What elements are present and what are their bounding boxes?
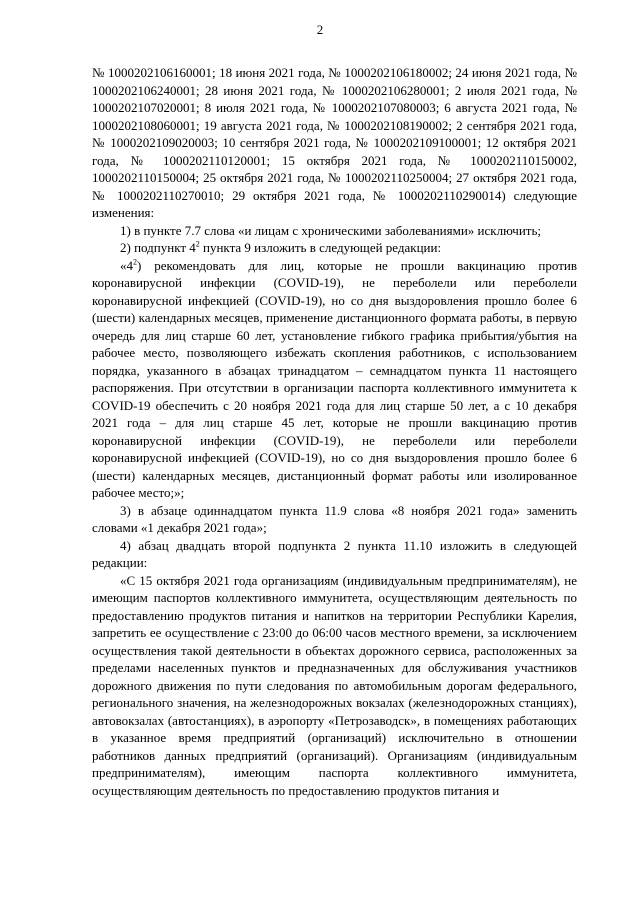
page-number: 2 bbox=[316, 22, 324, 37]
paragraph-item-4: 4) абзац двадцать второй подпункта 2 пункта 11.10 изложить в следующей редакции: bbox=[92, 537, 577, 570]
superscript: 2 bbox=[195, 239, 200, 249]
paragraph-decree-list: № 1000202106160001; 18 июня 2021 года, № 1000202106180002; 24 июня 2021 года, № 1000202106240001; 28 июня 2021 года, № 1000202106280001; 2 июля 2021 года, № 1000202107020001; 8 июля 2021 года, № 1000202107080003; 6 августа 2021 года, № 1000202108060001; 19 августа 2021 года, № 1000202108190002; 2 сентября 2021 года, № 1000202109020003; 10 сентября 2021 года, № 1000202109100001; 12 октября 2021 года, № 1000202110120001; 15 октября 2021 года, № 1000202110150002, 1000202110150004; 25 октября 2021 года, № 1000202110250004; 27 октября 2021 года, № 1000202110270010; 29 октября 2021 года, № 1000202110290014) следующие изменения: bbox=[92, 65, 577, 220]
document-body bbox=[92, 64, 577, 799]
paragraph-subitem-text: ) рекомендовать для лиц, которые не прошли вакцинацию против коронавирусной инфекции (COVID-19), не переболели или переболели коронавирусной инфекцией (COVID-19), но со дня выздоровления прошло более 6 (шести) календарных месяцев, применение дистанционного формата работы, в первую очередь для лиц старше 60 лет, установление гибкого графика прибытия/убытия на рабочее место, позволяющего избежать скопления работников, с использованием порядка, указанного в абзацах тринадцатом – семнадцатом пункта 11 настоящего распоряжения. При отсутствии в организации паспорта коллективного иммунитета к COVID-19 обеспечить с 20 ноября 2021 года для лиц старше 50 лет, а с 10 декабря 2021 года – для лиц старше 45 лет, которые не прошли вакцинацию против коронавирусной инфекции (COVID-19), не переболели или переболели коронавирусной инфекцией (COVID-19), но со дня выздоровления прошло более 6 (шести) календарных месяцев, дистанционный формат работы или изолированное рабочее место;»; bbox=[92, 257, 577, 500]
superscript: 2 bbox=[133, 257, 137, 267]
paragraph-item-2-end: пункта 9 изложить в следующей редакции: bbox=[199, 240, 442, 255]
paragraph-item-2 bbox=[92, 239, 577, 257]
paragraph-new-wording: «С 15 октября 2021 года организациям (индивидуальным предпринимателям), не имеющим паспортов коллективного иммунитета, осуществляющим деятельность по предоставлению продуктов питания и напитков на территории Республики Карелия, запретить ее осуществление с 23:00 до 06:00 часов местного времени, за исключением осуществления такой деятельности в объектах дорожного сервиса, расположенных за пределами населенных пунктов и предназначенных для обслуживания участников дорожного движения по пути следования по автомобильным дорогам федерального, регионального значения, на железнодорожных вокзалах (железнодорожных станциях), автовокзалах (автостанциях), в аэропорту «Петрозаводск», в помещениях работающих в указанное время предприятий (организаций) исключительно в отношении работников данных предприятий (организаций). Организациям (индивидуальным предпринимателям), имеющим паспорта коллективного иммунитета, осуществляющим деятельность по предоставлению продуктов питания и bbox=[92, 572, 577, 798]
paragraph-item-2-start: 2) подпункт 4 bbox=[120, 240, 196, 255]
paragraph-subitem-4-2 bbox=[92, 257, 577, 502]
paragraph-item-1: 1) в пункте 7.7 слова «и лицам с хроническими заболеваниями» исключить; bbox=[120, 222, 542, 238]
paragraph-item-3: 3) в абзаце одиннадцатом пункта 11.9 слова «8 ноября 2021 года» заменить словами «1 декабря 2021 года»; bbox=[92, 502, 577, 535]
paragraph-subitem-start: «4 bbox=[120, 257, 133, 273]
